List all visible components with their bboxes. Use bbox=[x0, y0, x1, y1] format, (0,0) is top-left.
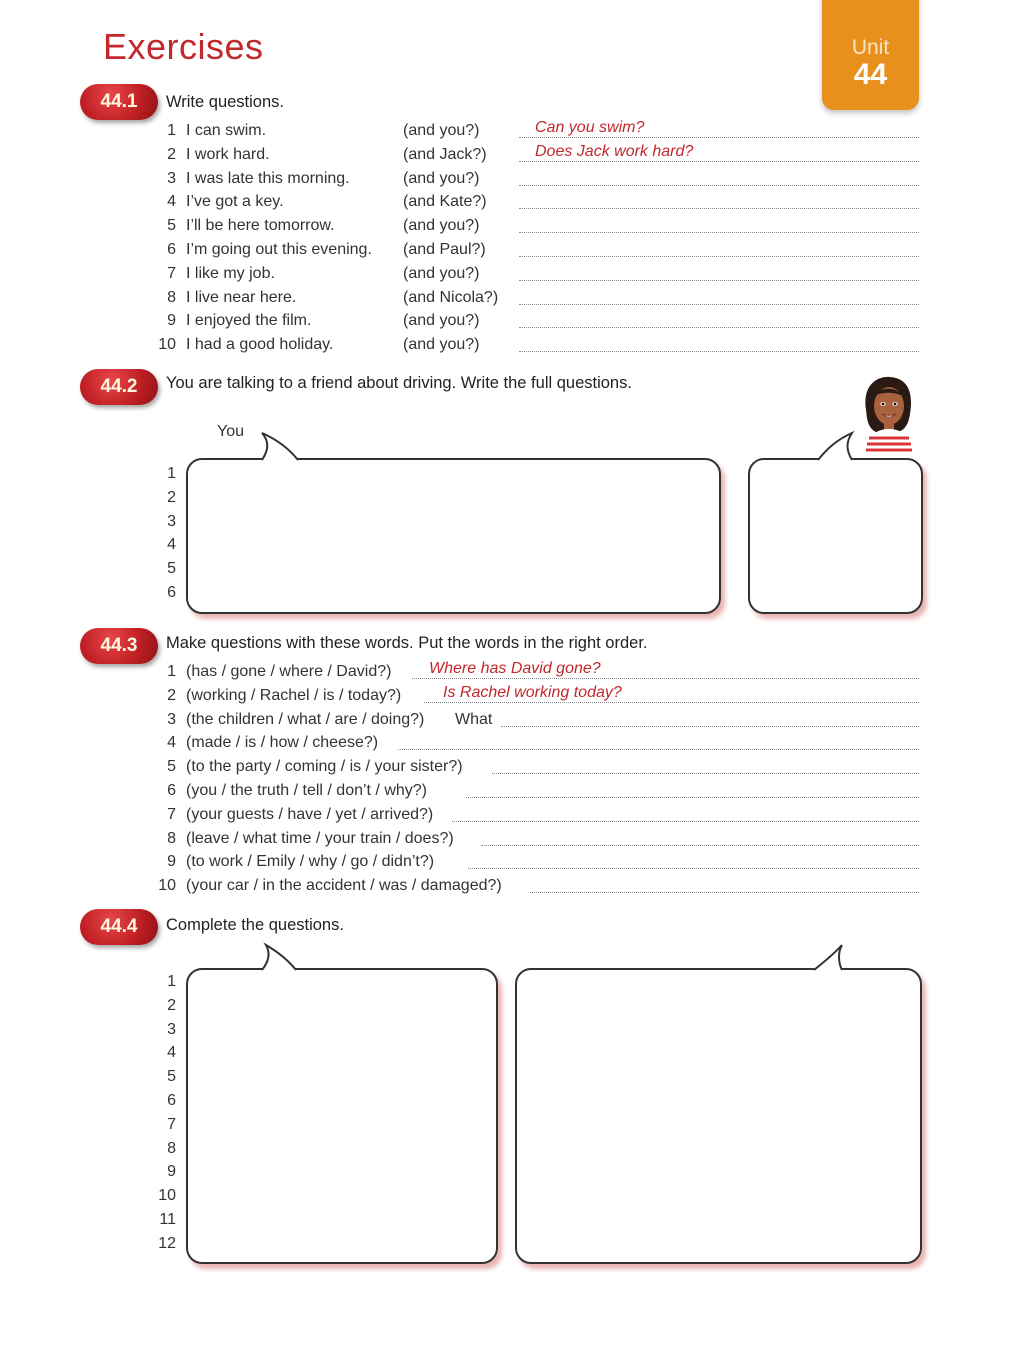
item-number: 3 bbox=[167, 169, 176, 187]
item-number: 2 bbox=[167, 145, 176, 163]
item-number: 1 bbox=[167, 465, 176, 482]
statement-text: I’ve got a key. bbox=[186, 193, 284, 211]
answer-line[interactable] bbox=[452, 821, 919, 822]
item-number: 12 bbox=[158, 1234, 176, 1252]
item-number: 11 bbox=[159, 1211, 176, 1228]
item-number: 4 bbox=[167, 1044, 176, 1062]
unit-number: 44 bbox=[853, 58, 888, 91]
prompt-text: (and you?) bbox=[403, 122, 480, 139]
answer-line[interactable] bbox=[519, 185, 919, 186]
answer-line[interactable] bbox=[519, 232, 919, 233]
statement-text: I’ll be here tomorrow. bbox=[186, 217, 335, 235]
answer-line[interactable] bbox=[468, 868, 919, 869]
prompt-text: (and you?) bbox=[403, 336, 480, 354]
statement-text: I like my job. bbox=[186, 264, 275, 282]
answer-line[interactable] bbox=[519, 327, 919, 328]
page-title: Exercises bbox=[103, 26, 264, 67]
answer-line[interactable] bbox=[466, 797, 919, 798]
item-number: 3 bbox=[167, 1020, 176, 1038]
item-number: 4 bbox=[167, 193, 176, 211]
prompt-text: (and you?) bbox=[403, 169, 480, 187]
item-number: 4 bbox=[167, 734, 176, 752]
instruction-text: Write questions. bbox=[166, 93, 284, 111]
statement-text: I was late this morning. bbox=[186, 169, 350, 187]
answer-line[interactable] bbox=[519, 256, 919, 257]
answer-line[interactable] bbox=[501, 726, 919, 727]
item-number: 3 bbox=[167, 512, 176, 530]
answer-text: Where has David gone? bbox=[429, 660, 601, 677]
exercise-badge: 44.3 bbox=[80, 628, 158, 664]
item-number: 8 bbox=[167, 1139, 176, 1157]
answer-line[interactable] bbox=[519, 304, 919, 305]
answer-line[interactable] bbox=[519, 208, 919, 209]
item-number: 1 bbox=[167, 973, 176, 990]
prompt-text: (and Kate?) bbox=[403, 193, 487, 211]
statement-text: I can swim. bbox=[186, 122, 267, 139]
item-number: 7 bbox=[167, 805, 176, 823]
item-number: 6 bbox=[167, 584, 176, 601]
words-text: (your guests / have / yet / arrived?) bbox=[186, 805, 434, 823]
item-number: 2 bbox=[167, 488, 176, 506]
prompt-text: (and you?) bbox=[403, 312, 480, 330]
item-number: 3 bbox=[167, 710, 176, 728]
statement-text: I’m going out this evening. bbox=[186, 241, 372, 258]
item-number: 7 bbox=[167, 264, 176, 282]
instruction-text: Make questions with these words. Put the words in the right order. bbox=[166, 634, 648, 652]
item-number: 9 bbox=[167, 1163, 176, 1181]
answer-line[interactable] bbox=[530, 892, 919, 893]
answer-text: Can you swim? bbox=[535, 119, 645, 136]
you-speech-bubble bbox=[186, 458, 721, 614]
prompt-text: (and you?) bbox=[403, 264, 480, 282]
item-number: 2 bbox=[167, 996, 176, 1014]
words-text: (working / Rachel / is / today?) bbox=[186, 686, 402, 704]
prompt-text: (and Jack?) bbox=[403, 145, 487, 163]
words-text: (your car / in the accident / was / damaged?) bbox=[186, 877, 502, 895]
words-text: (made / is / how / cheese?) bbox=[186, 734, 379, 752]
answer-line[interactable] bbox=[481, 845, 919, 846]
statement-text: I had a good holiday. bbox=[186, 336, 334, 354]
lead-word: What bbox=[455, 710, 493, 728]
instruction-text: You are talking to a friend about driving. Write the full questions. bbox=[166, 374, 632, 392]
item-number: 10 bbox=[158, 1187, 176, 1205]
words-text: (you / the truth / tell / don’t / why?) bbox=[186, 782, 427, 799]
question-bubble-tail bbox=[0, 0, 1, 1]
statement-text: I live near here. bbox=[186, 288, 297, 306]
item-number: 1 bbox=[167, 663, 176, 680]
instruction-text: Complete the questions. bbox=[166, 916, 344, 934]
exercise-badge: 44.4 bbox=[80, 909, 158, 945]
item-number: 10 bbox=[158, 336, 176, 354]
statement-text: I enjoyed the film. bbox=[186, 312, 312, 330]
words-text: (to work / Emily / why / go / didn’t?) bbox=[186, 853, 435, 871]
item-number: 6 bbox=[167, 241, 176, 258]
prompt-text: (and Nicola?) bbox=[403, 288, 499, 306]
you-label: You bbox=[217, 423, 244, 440]
item-number: 9 bbox=[167, 853, 176, 871]
words-text: (has / gone / where / David?) bbox=[186, 663, 392, 680]
words-text: (the children / what / are / doing?) bbox=[186, 710, 425, 728]
girl-avatar-icon bbox=[858, 374, 918, 452]
friend-speech-bubble bbox=[748, 458, 923, 614]
answer-line[interactable] bbox=[519, 280, 919, 281]
answer-text: Is Rachel working today? bbox=[443, 683, 622, 701]
item-number: 8 bbox=[167, 288, 176, 306]
answer-line[interactable] bbox=[492, 773, 919, 774]
statement-text: I work hard. bbox=[186, 145, 270, 163]
item-number: 4 bbox=[167, 536, 176, 554]
prompt-text: (and you?) bbox=[403, 217, 480, 235]
item-number: 5 bbox=[167, 217, 176, 235]
item-number: 5 bbox=[167, 560, 176, 578]
item-number: 6 bbox=[167, 782, 176, 799]
answer-line[interactable] bbox=[398, 749, 919, 750]
unit-label: Unit bbox=[851, 36, 890, 59]
words-text: (leave / what time / your train / does?) bbox=[186, 829, 454, 847]
exercise-badge: 44.1 bbox=[80, 84, 158, 120]
item-number: 7 bbox=[167, 1115, 176, 1133]
item-number: 2 bbox=[167, 686, 176, 704]
item-number: 1 bbox=[167, 122, 176, 139]
words-text: (to the party / coming / is / your sister?) bbox=[186, 758, 463, 776]
statement-speech-bubble bbox=[186, 968, 498, 1264]
item-number: 5 bbox=[167, 1068, 176, 1086]
unit-tab bbox=[822, 0, 919, 110]
question-speech-bubble bbox=[515, 968, 922, 1264]
item-number: 8 bbox=[167, 829, 176, 847]
item-number: 9 bbox=[167, 312, 176, 330]
answer-line[interactable] bbox=[519, 351, 919, 352]
prompt-text: (and Paul?) bbox=[403, 241, 486, 258]
exercise-badge: 44.2 bbox=[80, 369, 158, 405]
item-number: 5 bbox=[167, 758, 176, 776]
item-number: 6 bbox=[167, 1092, 176, 1109]
item-number: 10 bbox=[158, 877, 176, 895]
answer-text: Does Jack work hard? bbox=[535, 142, 694, 160]
